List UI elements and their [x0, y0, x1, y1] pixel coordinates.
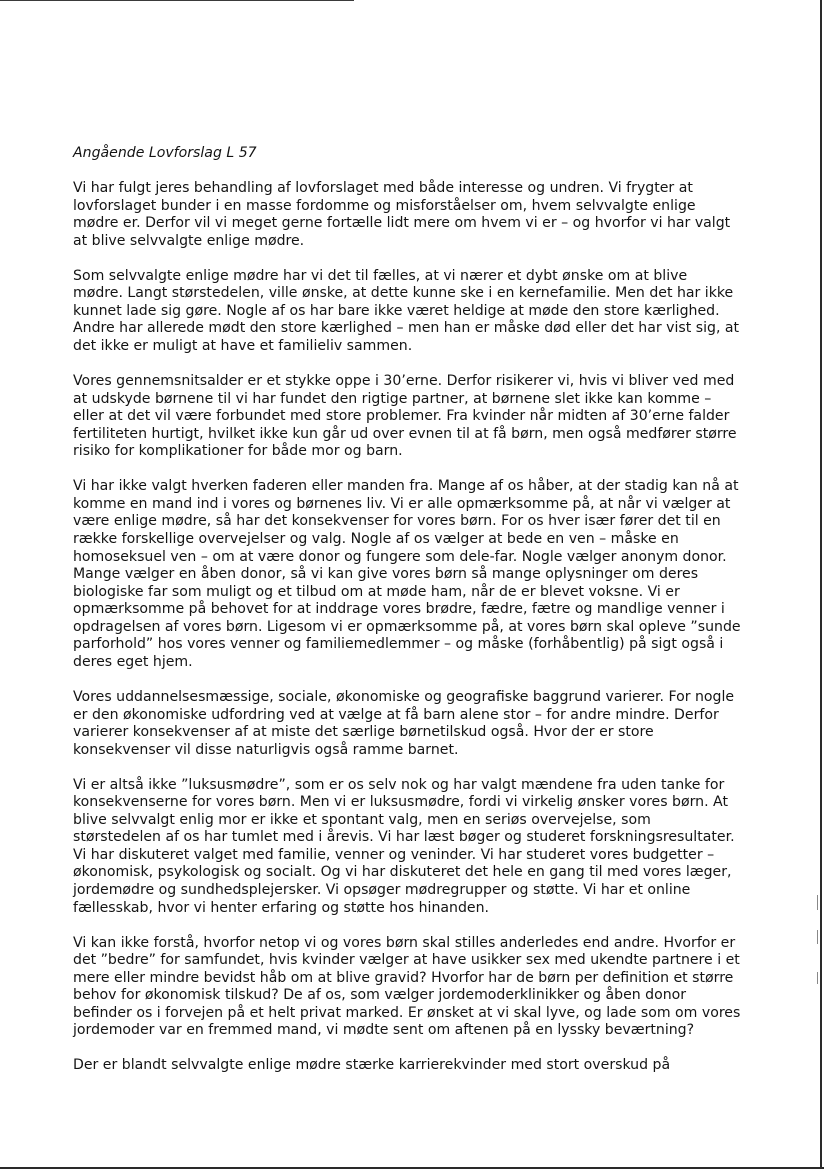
paragraph-career-women: Der er blandt selvvalgte enlige mødre stærke karrierekvinder med stort overskud på: [73, 1057, 671, 1074]
scan-artifact-mark: [817, 930, 818, 944]
paragraph-luxury-mothers: Vi er altså ikke ”luksusmødre”, som er os selv nok og har valgt mændene fra uden tanke for konsekvenserne for vores børn. Men vi er luksusmødre, fordi vi virkelig ønsker vores børn. At blive selvvalgt enlig mor er ikke et spontant valg, men en seriøs overvejelse, som størstedelen af os har tumlet med i årevis. Vi har læst bøger og studeret forskningsresultater. Vi har diskuteret valget med familie, venner og veninder. Vi har studeret vores budgetter – økonomisk, psykologisk og socialt. Og vi har diskuteret det hele en gang til med vores læger, jordemødre og sundhedsplejersker. Vi opsøger mødregrupper og støtte. Vi har et online fællesskab, hvor vi henter erfaring og støtte hos hinanden.: [73, 776, 735, 916]
paragraph-intro: Vi har fulgt jeres behandling af lovforslaget med både interesse og undren. Vi frygter at lovforslaget bunder i en masse fordomme og misforståelser om, hvem selvvalgte enlige mødre er. Derfor vil vi meget gerne fortælle lidt mere om hvem vi er – og hvorfor vi har valgt at blive selvvalgte enlige mødre.: [73, 180, 731, 249]
scan-top-edge: [0, 0, 354, 1]
letter-body: [73, 145, 741, 1093]
paragraph-age-fertility: Vores gennemsnitsalder er et stykke oppe i 30’erne. Derfor risikerer vi, hvis vi bliver ved med at udskyde børnene til vi har fundet den rigtige partner, at børnene slet ikke kan komme – eller at det vil være forbundet med store problemer. Fra kvinder når midten af 30’erne falder fertiliteten hurtigt, hvilket ikke kun går ud over evnen til at få børn, men også medfører større risiko for komplikationer for både mor og barn.: [73, 373, 737, 460]
paragraph-common-wish: Som selvvalgte enlige mødre har vi det til fælles, at vi nærer et dybt ønske om at blive mødre. Langt størstedelen, ville ønske, at dette kunne ske i en kernefamilie. Men det har ikke kunnet lade sig gøre. Nogle af os har bare ikke været heldige at møde den store kærlighed. Andre har allerede mødt den store kærlighed – men han er måske død eller det har vist sig, at det ikke er muligt at have et familieliv sammen.: [73, 267, 740, 355]
paragraph-questions: Vi kan ikke forstå, hvorfor netop vi og vores børn skal stilles anderledes end andre. Hvorfor er det ”bedre” for samfundet, hvis kvinder vælger at have usikker sex med ukendte partnere i et mere eller mindre bevidst håb om at blive gravid? Hvorfor har de børn per definition et større behov for økonomisk tilskud? De af os, som vælger jordemoderklinikker og åben donor befinder os i forvejen på et helt privat marked. Er ønsket at vi skal lyve, og lade som om vores jordemoder var en fremmed mand, vi mødte sent om aftenen på en lyssky beværtning?: [73, 934, 741, 1039]
letter-heading: Angående Lovforslag L 57: [73, 145, 257, 161]
scan-artifact-mark: [817, 972, 818, 984]
paragraph-father-choices: Vi har ikke valgt hverken faderen eller manden fra. Mange af os håber, at der stadig kan nå at komme en mand ind i vores og børnenes liv. Vi er alle opmærksomme på, at når vi vælger at være enlige mødre, så har det konsekvenser for vores børn. For os hver især fører det til en række forskellige overvejelser og valg. Nogle af os vælger at bede en ven – måske en homoseksuel ven – om at være donor og fungere som dele-far. Nogle vælger anonym donor. Mange vælger en åben donor, så vi kan give vores børn så mange oplysninger om deres biologiske far som muligt og et tilbud om at møde ham, når de er blevet voksne. Vi er opmærksomme på behovet for at inddrage vores brødre, fædre, fætre og mandlige venner i opdragelsen af vores børn. Ligesom vi er opmærksomme på, at vores børn skal opleve ”sunde parforhold” hos vores venner og familiemedlemmer – og måske (forhåbentlig) på sigt også i deres eget hjem.: [73, 478, 741, 670]
paragraph-backgrounds: Vores uddannelsesmæssige, sociale, økonomiske og geografiske baggrund varierer. For nogle er den økonomiske udfordring ved at vælge at få barn alene stor – for andre mindre. Derfor varierer konsekvenser af at miste det særlige børnetilskud også. Hvor der er store konsekvenser vil disse naturligvis også ramme barnet.: [73, 688, 735, 758]
scan-artifact-mark: [817, 895, 818, 910]
scan-right-edge: [820, 0, 822, 1169]
